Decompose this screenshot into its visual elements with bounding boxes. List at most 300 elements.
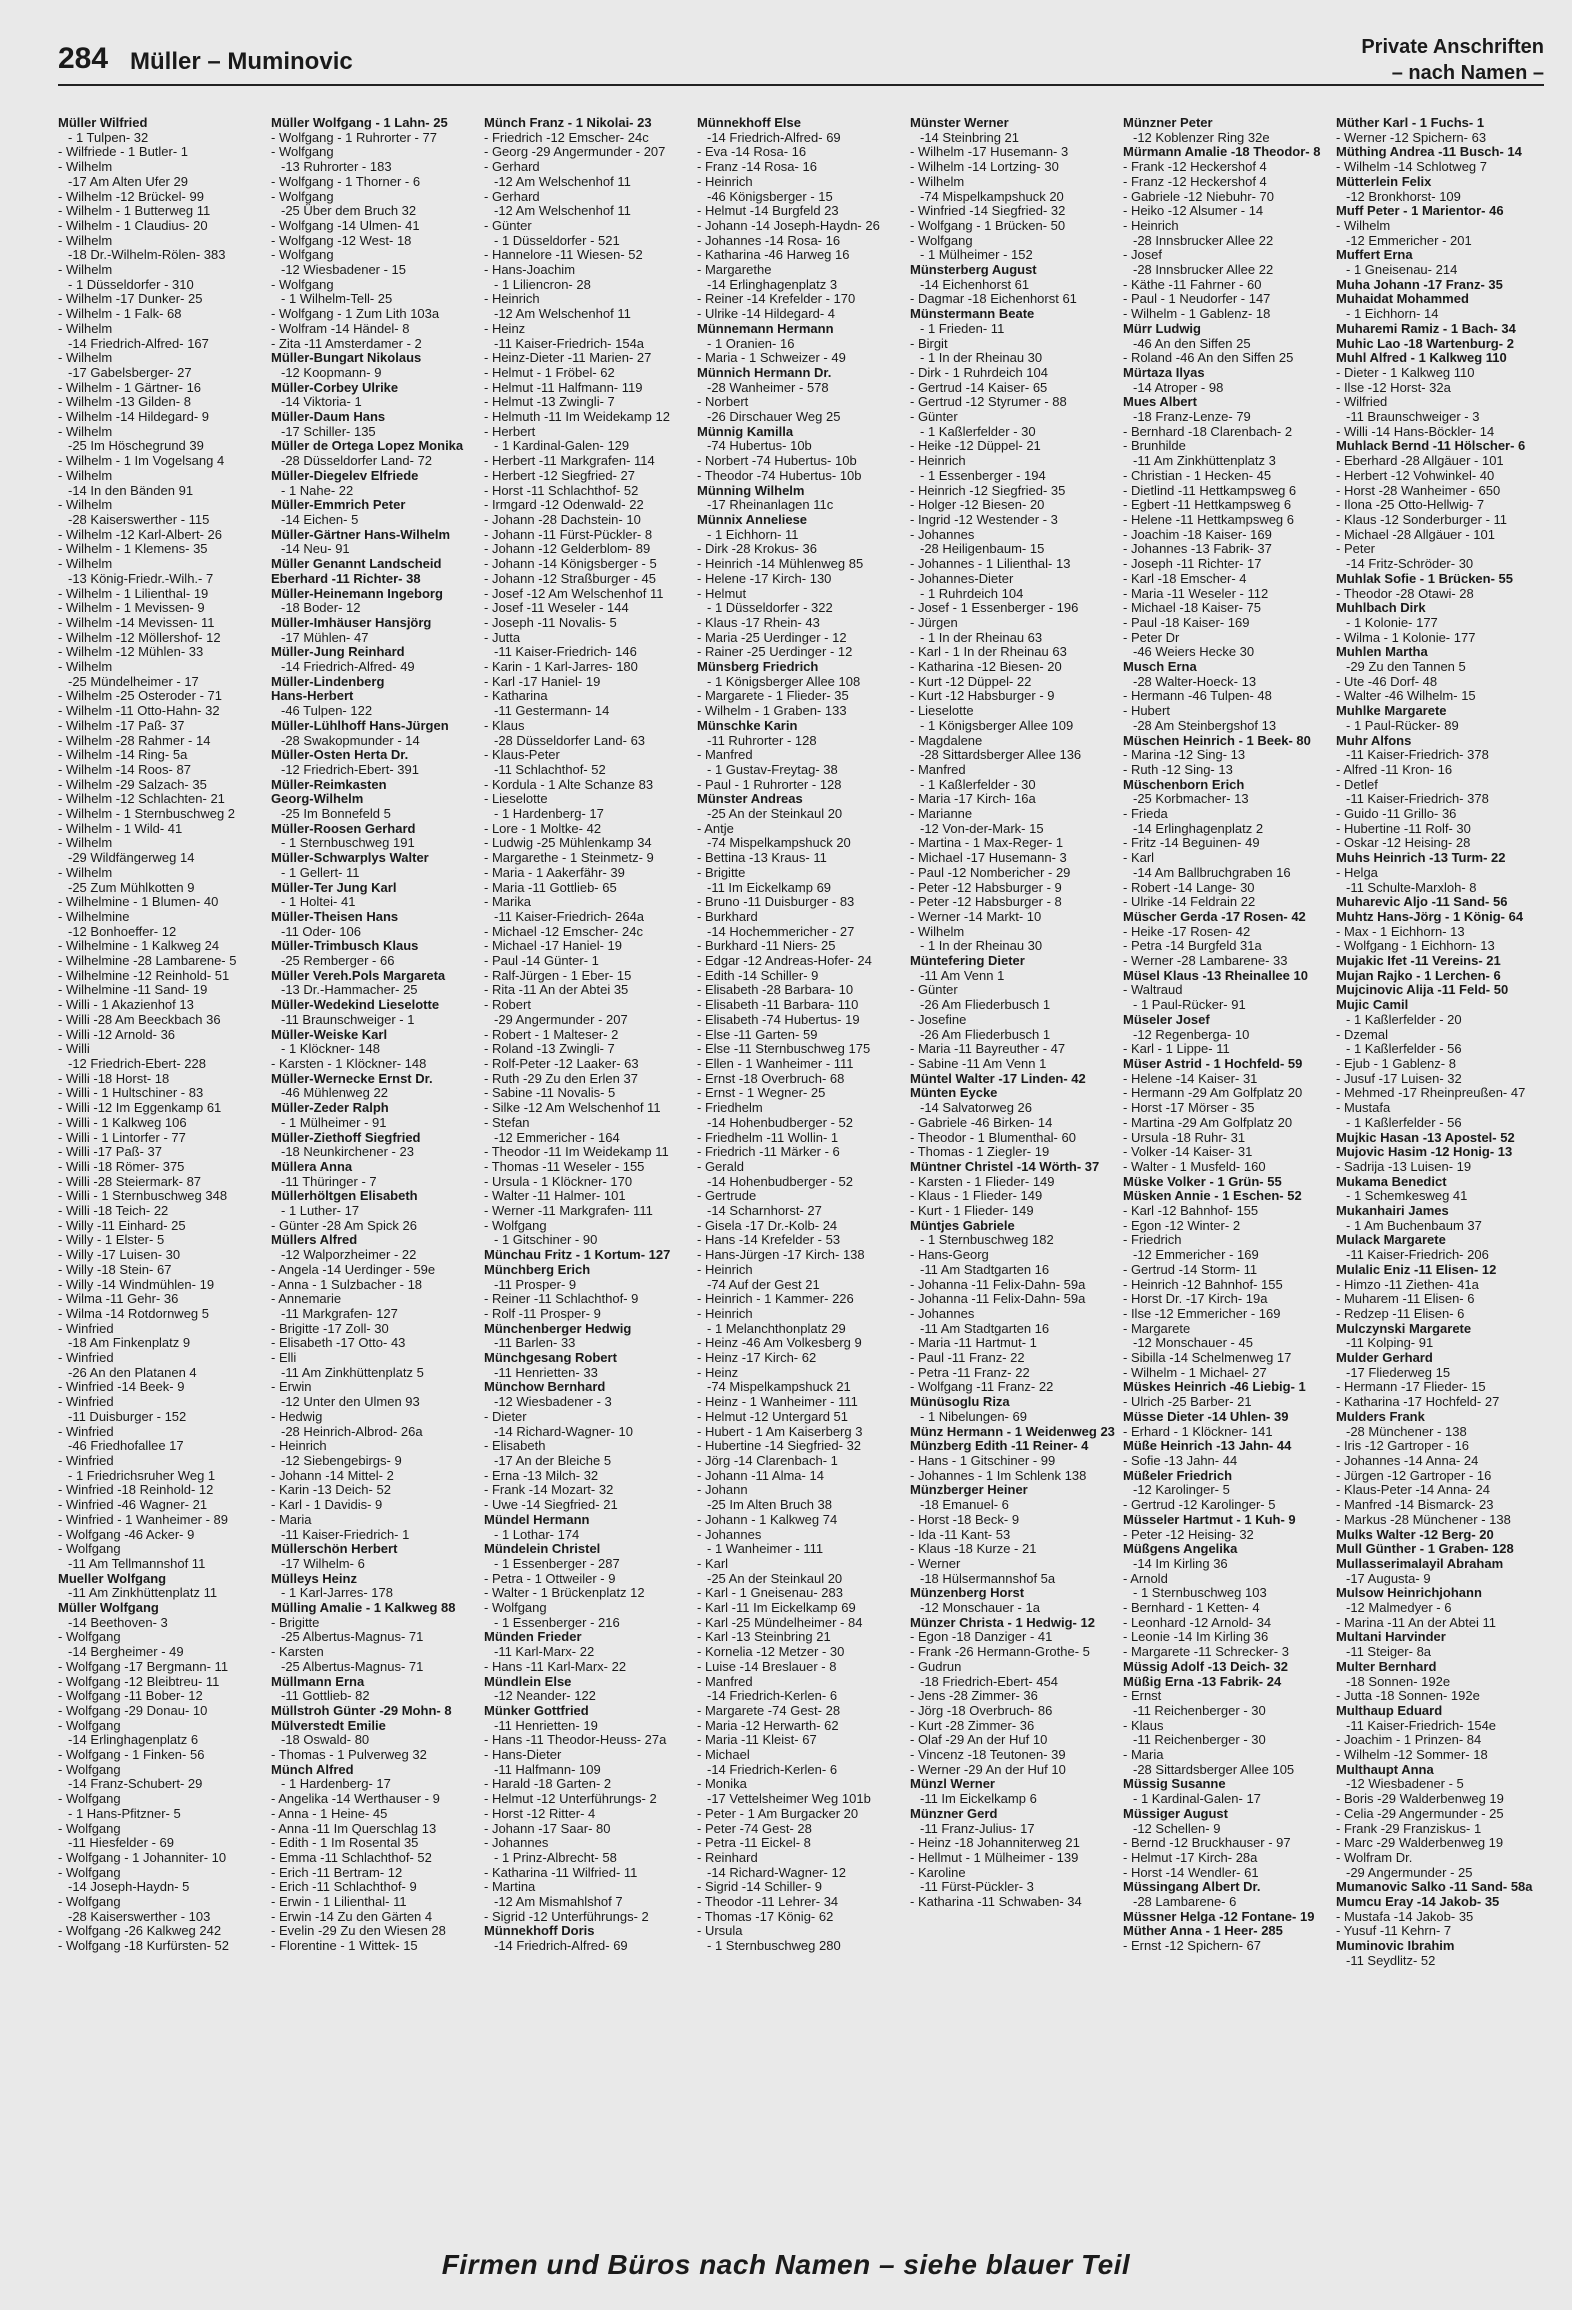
directory-entry: -18 Hülsermannshof 5a	[920, 1571, 1056, 1586]
directory-entry: Müller-Ter Jung Karl	[271, 880, 397, 895]
directory-entry: Münnich Hermann Dr.	[697, 365, 832, 380]
directory-entry: Müller-Theisen Hans	[271, 909, 399, 924]
directory-entry: - Wilhelm -14 Lortzing- 30	[910, 160, 1059, 175]
directory-entry: Müther Anna - 1 Heer- 285	[1123, 1924, 1283, 1939]
directory-entry: - Katharina -11 Wilfried- 11	[484, 1865, 638, 1880]
directory-entry: - 1 Gellert- 11	[281, 865, 360, 880]
directory-entry: Mulders Frank	[1336, 1409, 1425, 1424]
directory-entry: - Wolfgang	[58, 1792, 121, 1807]
directory-entry: Münchberg Erich	[484, 1262, 591, 1277]
directory-entry: - Sabine -11 Am Venn 1	[910, 1057, 1047, 1071]
directory-entry: - Franz -14 Rosa- 16	[697, 160, 817, 175]
directory-entry: - Dirk -28 Krokus- 36	[697, 542, 817, 557]
directory-entry: - Wilhelm - 1 Sternbuschweg 2	[58, 807, 236, 822]
directory-entry: - Wolfgang -12 West- 18	[271, 233, 412, 248]
directory-entry: - Wilhelm -14 Mevissen- 11	[58, 615, 215, 630]
directory-entry: - Roland -46 An den Siffen 25	[1123, 351, 1294, 366]
directory-entry: - Edith -14 Schiller- 9	[697, 968, 819, 983]
directory-entry: - Lieselotte	[910, 704, 974, 719]
directory-entry: -11 Am Zinkhüttenplatz 5	[281, 1365, 424, 1380]
directory-entry: Müller-Roosen Gerhard	[271, 821, 416, 836]
directory-entry: - Helmut -12 Untergard 51	[697, 1409, 849, 1424]
directory-entry: - Sigrid -14 Schiller- 9	[697, 1880, 822, 1895]
directory-entry: - Willy -18 Stein- 67	[58, 1262, 172, 1277]
directory-entry: Müller-Gärtner Hans-Wilhelm	[271, 527, 451, 542]
directory-entry: - Johannes	[910, 1306, 975, 1321]
directory-entry: -11 Am Stadtgarten 16	[920, 1321, 1050, 1336]
directory-entry: - Heinz	[697, 1365, 739, 1380]
directory-entry: - Joseph -11 Richter- 17	[1123, 557, 1262, 572]
directory-entry: Mütterlein Felix	[1336, 174, 1432, 189]
directory-entry: -25 Korbmacher- 13	[1133, 792, 1249, 807]
directory-entry: -12 Emmericher - 201	[1346, 233, 1472, 248]
directory-entry: - Hans-Jürgen -17 Kirch- 138	[697, 1248, 865, 1263]
directory-entry: - Willi -28 Steiermark- 87	[58, 1174, 202, 1189]
directory-entry: - Heinrich	[271, 1439, 327, 1454]
directory-entry: - Wilhelm -12 Brückel- 99	[58, 189, 204, 204]
directory-entry: - Georg -29 Angermunder - 207	[484, 145, 666, 160]
directory-entry: - 1 Königsberger Allee 108	[707, 674, 861, 689]
directory-entry: Muhlke Margarete	[1336, 704, 1447, 719]
directory-entry: - Magdalene	[910, 733, 983, 748]
directory-entry: - Walter - 1 Brückenplatz 12	[484, 1586, 645, 1601]
directory-entry: Müße Heinrich -13 Jahn- 44	[1123, 1439, 1292, 1454]
directory-entry: - Helmut	[697, 586, 747, 601]
directory-entry: -12 Wiesbadener - 3	[494, 1395, 612, 1410]
directory-entry: - Wolfgang -29 Donau- 10	[58, 1703, 208, 1718]
directory-entry: - Maria -25 Uerdinger - 12	[697, 630, 847, 645]
directory-entry: -28 Sittardsberger Allee 105	[1133, 1762, 1295, 1777]
directory-entry: - Hubertine -11 Rolf- 30	[1336, 821, 1471, 836]
directory-entry: - Brunhilde	[1123, 439, 1186, 454]
directory-entry: -11 Am Tellmannshof 11	[68, 1556, 206, 1571]
directory-entry: - Muharem -11 Elisen- 6	[1336, 1292, 1475, 1307]
directory-entry: - Manfred -14 Bismarck- 23	[1336, 1498, 1494, 1513]
directory-entry: - Robert - 1 Malteser- 2	[484, 1027, 619, 1042]
directory-entry: -11 Markgrafen- 127	[281, 1306, 398, 1321]
directory-entry: Mukama Benedict	[1336, 1174, 1447, 1189]
directory-entry: -11 Kaiser-Friedrich- 264a	[494, 909, 645, 924]
directory-entry: Münzl Werner	[910, 1777, 995, 1792]
directory-entry: - 1 Wilhelm-Tell- 25	[281, 292, 393, 307]
directory-entry: Münsterberg August	[910, 263, 1037, 278]
directory-entry: -18 Franz-Lenze- 79	[1133, 410, 1251, 425]
directory-entry: - Josef -11 Weseler - 144	[484, 601, 629, 616]
directory-entry: - Wilhelm	[58, 424, 113, 439]
directory-entry: - Wilhelm	[58, 498, 113, 513]
directory-entry: - Hedwig	[271, 1409, 323, 1424]
directory-entry: - Elisabeth	[484, 1439, 546, 1454]
directory-entry: - Wilfriede - 1 Butler- 1	[58, 145, 189, 160]
directory-entry: - Johann -11 Fürst-Pückler- 8	[484, 527, 653, 542]
directory-entry: - Klaus-Peter -14 Anna- 24	[1336, 1483, 1490, 1498]
directory-entry: - Walter -11 Halmer- 101	[484, 1189, 626, 1204]
directory-entry: Müller Wolfgang - 1 Lahn- 25	[271, 116, 448, 130]
directory-entry: Müssig Susanne	[1123, 1777, 1226, 1792]
directory-entry: -11 Gottlieb- 82	[281, 1689, 370, 1704]
directory-entry: - Karl - 1 Lippe- 11	[1123, 1042, 1230, 1057]
directory-entry: - Wolfram -14 Händel- 8	[271, 321, 410, 336]
directory-entry: Münch Alfred	[271, 1762, 354, 1777]
directory-entry: - Alfred -11 Kron- 16	[1336, 762, 1453, 777]
directory-entry: -12 Emmericher - 169	[1133, 1248, 1259, 1263]
directory-entry: - Robert	[484, 998, 531, 1013]
directory-entry: - Johann -14 Mittel- 2	[271, 1468, 394, 1483]
directory-entry: Müller-Emmrich Peter	[271, 498, 406, 513]
directory-entry: -11 Braunschweiger - 1	[281, 1012, 415, 1027]
directory-entry: - Johanna -11 Felix-Dahn- 59a	[910, 1277, 1086, 1292]
directory-entry: - Winfried -18 Reinhold- 12	[58, 1483, 214, 1498]
directory-entry: -14 Beethoven- 3	[68, 1615, 168, 1630]
directory-entry: - Willy -11 Einhard- 25	[58, 1218, 186, 1233]
directory-entry: Mujovic Hasim -12 Honig- 13	[1336, 1145, 1513, 1160]
directory-entry: - Hermann -29 Am Golfplatz 20	[1123, 1086, 1303, 1101]
directory-entry: Muminovic Ibrahim	[1336, 1939, 1455, 1954]
directory-entry: - Else -11 Garten- 59	[697, 1027, 818, 1042]
directory-entry: - 1 Holtei- 41	[281, 895, 356, 910]
directory-entry: - Günter -28 Am Spick 26	[271, 1218, 417, 1233]
directory-entry: -12 Am Welschenhof 11	[494, 174, 631, 189]
directory-entry: - Ellen - 1 Wanheimer - 111	[697, 1057, 854, 1071]
directory-entry: Mujcinovic Alija -11 Feld- 50	[1336, 983, 1509, 998]
section-title	[1361, 34, 1544, 86]
directory-entry: Müsseler Hartmut - 1 Kuh- 9	[1123, 1512, 1296, 1527]
directory-entry: - Helmut -17 Kirch- 28a	[1123, 1850, 1258, 1865]
directory-entry: -28 Walter-Hoeck- 13	[1133, 674, 1257, 689]
page-header	[58, 30, 1544, 86]
directory-entry: -13 Ruhrorter - 183	[281, 160, 392, 175]
directory-entry: - Willy - 1 Elster- 5	[58, 1233, 165, 1248]
directory-entry: Mumcu Eray -14 Jakob- 35	[1336, 1895, 1500, 1910]
directory-entry: - Winfried	[58, 1351, 114, 1366]
directory-entry: - Dietlind -11 Hettkampsweg 6	[1123, 483, 1297, 498]
directory-entry: - Gerhard	[484, 189, 540, 204]
directory-entry: -29 Angermunder - 207	[494, 1012, 628, 1027]
directory-entry: Georg-Wilhelm	[271, 792, 364, 807]
directory-entry: - Dieter - 1 Kalkweg 110	[1336, 365, 1475, 380]
directory-entry: - Theodor -74 Hubertus- 10b	[697, 468, 862, 483]
directory-entry: - Herbert -12 Vohwinkel- 40	[1336, 468, 1495, 483]
directory-entry: -11 Im Eickelkamp 69	[707, 880, 832, 895]
directory-entry: -74 Hubertus- 10b	[707, 439, 812, 454]
directory-entry: - 1 Hardenberg- 17	[281, 1777, 391, 1792]
directory-entry: - Wolfgang	[58, 1718, 121, 1733]
directory-entry: -25 An der Steinkaul 20	[707, 1571, 843, 1586]
directory-entry: - Erwin	[271, 1380, 312, 1395]
directory-entry: Müssingang Albert Dr.	[1123, 1880, 1261, 1895]
directory-entry: - Marika	[484, 895, 531, 910]
directory-entry: Müßig Erna -13 Fabrik- 24	[1123, 1674, 1282, 1689]
directory-entry: -28 Düsseldorfer Land- 63	[494, 733, 646, 748]
directory-entry: Müller-Wernecke Ernst Dr.	[271, 1071, 433, 1086]
directory-entry: - Stefan	[484, 1115, 530, 1130]
directory-entry: - Helene -14 Kaiser- 31	[1123, 1071, 1258, 1086]
directory-entry: - 1 Prinz-Albrecht- 58	[494, 1850, 617, 1865]
directory-entry: - Wolfgang - 1 Thorner - 6	[271, 174, 421, 189]
directory-entry: -18 Friedrich-Ebert- 454	[920, 1674, 1058, 1689]
directory-entry: - Lieselotte	[484, 792, 548, 807]
directory-entry: - Johannes -13 Fabrik- 37	[1123, 542, 1272, 557]
directory-entry: - Arnold	[1123, 1571, 1168, 1586]
directory-entry: - Wolfgang -46 Acker- 9	[58, 1527, 195, 1542]
directory-entry: -13 König-Friedr.-Wilh.- 7	[68, 571, 214, 586]
directory-entry: - 1 Eichhorn- 11	[707, 527, 799, 542]
directory-entry: - Karl -17 Haniel- 19	[484, 674, 601, 689]
directory-entry: - Klaus	[1123, 1718, 1164, 1733]
directory-entry: - Klaus-Peter	[484, 748, 560, 763]
directory-entry: - Wolfgang -26 Kalkweg 242	[58, 1924, 222, 1939]
directory-entry: - Eva -14 Rosa- 16	[697, 145, 807, 160]
directory-entry: Münker Gottfried	[484, 1703, 589, 1718]
directory-entry: -25 Albertus-Magnus- 71	[281, 1630, 424, 1645]
directory-entry: - Bettina -13 Kraus- 11	[697, 851, 827, 866]
directory-entry: - Wilma -14 Rotdornweg 5	[58, 1306, 209, 1321]
directory-entry: - Wilhelm -28 Rahmer - 14	[58, 733, 211, 748]
directory-entry: - Wolfgang	[484, 1218, 547, 1233]
directory-entry: - Elisabeth -11 Barbara- 110	[697, 998, 859, 1013]
directory-entry: Muhlak Sofie - 1 Brücken- 55	[1336, 571, 1513, 586]
directory-entry: - Bernhard - 1 Ketten- 4	[1123, 1601, 1260, 1616]
directory-entry: -46 Königsberger - 15	[707, 189, 833, 204]
directory-entry: - Mustafa	[1336, 1101, 1391, 1116]
directory-entry: - Wilhelm - 1 Im Vogelsang 4	[58, 454, 225, 469]
directory-entry: Müntjes Gabriele	[910, 1218, 1015, 1233]
directory-entry: - Karl	[697, 1556, 729, 1571]
directory-entry: -12 Unter den Ulmen 93	[281, 1395, 420, 1410]
directory-entry: - Johanna -11 Felix-Dahn- 59a	[910, 1292, 1086, 1307]
directory-entry: - Wilhelm	[910, 924, 965, 939]
directory-entry: Müther Karl - 1 Fuchs- 1	[1336, 116, 1485, 130]
directory-entry: - Christian - 1 Hecken- 45	[1123, 468, 1272, 483]
directory-entry: - Brigitte	[697, 865, 746, 880]
directory-entry: Müller-Heinemann Ingeborg	[271, 586, 443, 601]
directory-entry: - Boris -29 Walderbenweg 19	[1336, 1792, 1504, 1807]
directory-entry: -11 Seydlitz- 52	[1346, 1953, 1436, 1968]
directory-entry: - Winfried -14 Siegfried- 32	[910, 204, 1066, 219]
directory-entry: - Wilhelm	[910, 174, 965, 189]
directory-entry: -28 Swakopmunder - 14	[281, 733, 420, 748]
directory-entry: - Theodor - 1 Blumenthal- 60	[910, 1130, 1076, 1145]
directory-entry: - Dieter	[484, 1409, 527, 1424]
directory-entry: - Klaus -17 Rhein- 43	[697, 615, 820, 630]
directory-entry: - Michael -12 Emscher- 24c	[484, 924, 643, 939]
directory-entry: - Willi -18 Römer- 375	[58, 1159, 185, 1174]
directory-entry: - Günter	[910, 983, 958, 998]
directory-entry: - Wilhelm	[58, 468, 113, 483]
directory-entry: - 1 Mülheimer - 152	[920, 248, 1033, 263]
directory-entry: - Monika	[697, 1777, 747, 1792]
directory-entry: -28 Lambarene- 6	[1133, 1895, 1237, 1910]
directory-entry: - Wolfgang -18 Kurfürsten- 52	[58, 1939, 230, 1954]
directory-entry: - Fritz -14 Beguinen- 49	[1123, 836, 1260, 851]
directory-entry: Müllera Anna	[271, 1159, 353, 1174]
directory-entry: Müsel Klaus -13 Rheinallee 10	[1123, 968, 1308, 983]
directory-entry: - Bernd -12 Bruckhauser - 97	[1123, 1836, 1291, 1851]
directory-entry: - Wilhelm -17 Husemann- 3	[910, 145, 1069, 160]
directory-entry: -11 Fürst-Pückler- 3	[920, 1880, 1034, 1895]
directory-entry: -14 Friedrich-Alfred- 167	[68, 336, 209, 351]
directory-entry: - Heinrich -12 Siegfried- 35	[910, 483, 1066, 498]
directory-entry: - Reiner -14 Krefelder - 170	[697, 292, 856, 307]
directory-entry: - Martina	[484, 1880, 536, 1895]
directory-entry: - Heinz -46 Am Volkesberg 9	[697, 1336, 862, 1351]
directory-entry: - Heike -17 Rosen- 42	[1123, 924, 1251, 939]
directory-entry: - Werner -14 Markt- 10	[910, 909, 1042, 924]
directory-entry: - Zita -11 Amsterdamer - 2	[271, 336, 422, 351]
directory-entry: Münzner Peter	[1123, 116, 1213, 130]
directory-entry: - 1 Sternbuschweg 182	[920, 1233, 1054, 1248]
directory-entry: - Gabriele -46 Birken- 14	[910, 1115, 1053, 1130]
directory-entry: -11 Kaiser-Friedrich- 154e	[1346, 1718, 1497, 1733]
directory-entry: - Wilhelm -12 Sommer- 18	[1336, 1748, 1488, 1763]
directory-entry: -11 Karl-Marx- 22	[494, 1645, 595, 1660]
directory-entry: - Willi - 1 Sternbuschweg 348	[58, 1189, 228, 1204]
directory-entry: - Leonhard -12 Arnold- 34	[1123, 1615, 1272, 1630]
directory-entry: -17 Mühlen- 47	[281, 630, 369, 645]
directory-entry: -11 Im Eickelkamp 6	[920, 1792, 1037, 1807]
directory-entry: - Johannes - 1 Lilienthal- 13	[910, 557, 1071, 572]
directory-entry: -11 Hiesfelder - 69	[68, 1836, 174, 1851]
directory-entry: - Friedhelm	[697, 1101, 763, 1116]
directory-entry: - Johann	[697, 1483, 748, 1498]
directory-entry: Münchgesang Robert	[484, 1351, 617, 1366]
directory-entry: - Thomas - 1 Pulverweg 32	[271, 1748, 427, 1763]
header-divider	[58, 84, 1544, 86]
directory-entry: - Lore - 1 Moltke- 42	[484, 821, 602, 836]
directory-entry: - Willi - 1 Kalkweg 106	[58, 1115, 187, 1130]
directory-entry: - Bruno -11 Duisburger - 83	[697, 895, 855, 910]
directory-entry: Mulks Walter -12 Berg- 20	[1336, 1527, 1494, 1542]
directory-entry: - Karl - 1 Davidis- 9	[271, 1498, 383, 1513]
directory-entry: - Klaus	[484, 718, 525, 733]
directory-entry: - Wolfgang	[58, 1542, 121, 1557]
directory-entry: - Wolfgang - 1 Johanniter- 10	[58, 1850, 227, 1865]
directory-entry: -14 Erlinghagenplatz 2	[1133, 821, 1264, 836]
directory-entry: - Erhard - 1 Klöckner- 141	[1123, 1424, 1273, 1439]
directory-entry: Müßgens Angelika	[1123, 1542, 1238, 1557]
directory-entry: Münzer Christa - 1 Hedwig- 12	[910, 1615, 1095, 1630]
directory-entry: - Petra - 1 Ottweiler - 9	[484, 1571, 616, 1586]
directory-entry: - Gerhard	[484, 160, 540, 175]
directory-entry: - Horst -14 Wendler- 61	[1123, 1865, 1259, 1880]
directory-entry: -11 Braunschweiger - 3	[1346, 410, 1480, 425]
directory-entry: - Anna - 1 Heine- 45	[271, 1806, 388, 1821]
directory-entry: Müßeler Friedrich	[1123, 1468, 1233, 1483]
directory-entry: - Margarete -11 Schrecker- 3	[1123, 1645, 1289, 1660]
directory-entry: Muhl Alfred - 1 Kalkweg 110	[1336, 351, 1507, 366]
directory-entry: - Gabriele -12 Niebuhr- 70	[1123, 189, 1275, 204]
directory-entry: - Friedrich	[1123, 1233, 1182, 1248]
directory-entry: Münchow Bernhard	[484, 1380, 606, 1395]
directory-entry: - Hans -11 Theodor-Heuss- 27a	[484, 1733, 667, 1748]
directory-entry: -25 An der Steinkaul 20	[707, 807, 843, 822]
directory-entry: - Heinrich	[1123, 218, 1179, 233]
directory-entry: -11 Prosper- 9	[494, 1277, 577, 1292]
directory-entry: -14 Erlinghagenplatz 3	[707, 277, 838, 292]
directory-entry: Mülleys Heinz	[271, 1571, 357, 1586]
directory-entry: - 1 Gustav-Freytag- 38	[707, 762, 838, 777]
directory-entry: Müller Genannt Landscheid	[271, 557, 442, 572]
directory-entry: Müskes Heinrich -46 Liebig- 1	[1123, 1380, 1306, 1395]
directory-entry: Müller-Zeder Ralph	[271, 1101, 389, 1116]
directory-entry: Müssner Helga -12 Fontane- 19	[1123, 1909, 1315, 1924]
directory-entry: Mürr Ludwig	[1123, 321, 1201, 336]
directory-entry: - Wolfgang	[910, 233, 973, 248]
directory-entry: - Katharina -11 Schwaben- 34	[910, 1895, 1082, 1910]
directory-entry: - Friedrich -11 Märker - 6	[697, 1145, 840, 1160]
directory-entry: Müntner Christel -14 Wörth- 37	[910, 1159, 1100, 1174]
directory-entry: - Ejub - 1 Gablenz- 8	[1336, 1057, 1456, 1071]
directory-entry: - Paul - 1 Neudorfer - 147	[1123, 292, 1271, 307]
directory-entry: -12 Monschauer - 45	[1133, 1336, 1253, 1351]
directory-entry: - Max - 1 Eichhorn- 13	[1336, 924, 1465, 939]
directory-entry: - Joachim - 1 Prinzen- 84	[1336, 1733, 1482, 1748]
directory-entry: - Horst -28 Wanheimer - 650	[1336, 483, 1501, 498]
directory-entry: -12 Bonhoeffer- 12	[68, 924, 177, 939]
directory-entry: - Gudrun	[910, 1659, 962, 1674]
directory-entry: - Evelin -29 Zu den Wiesen 28	[271, 1924, 446, 1939]
directory-entry: Münnekhoff Else	[697, 116, 802, 130]
directory-entry: - Klaus - 1 Flieder- 149	[910, 1189, 1043, 1204]
directory-entry: -14 Im Kirling 36	[1133, 1556, 1228, 1571]
directory-entry: - Wilhelmine - 1 Blumen- 40	[58, 895, 219, 910]
directory-entry: -12 Friedrich-Ebert- 391	[281, 762, 419, 777]
directory-entry: -46 An den Siffen 25	[1133, 336, 1251, 351]
directory-entry: - Wilhelmine	[58, 909, 130, 924]
directory-entry: - Helene -11 Hettkampsweg 6	[1123, 512, 1295, 527]
directory-entry: - Erich -11 Schlachthof- 9	[271, 1880, 417, 1895]
directory-entry: - 1 Tulpen- 32	[68, 130, 149, 145]
directory-entry: Muhr Alfons	[1336, 733, 1412, 748]
directory-entry: Müller Wolfgang	[58, 1601, 159, 1616]
directory-entry: Müllstroh Günter -29 Mohn- 8	[271, 1703, 452, 1718]
directory-entry: - Ulrike -14 Hildegard- 4	[697, 307, 835, 322]
directory-entry: - Peter -74 Gest- 28	[697, 1821, 812, 1836]
page-range-title: Müller – Muminovic	[130, 48, 353, 75]
directory-entry: - Helmut - 1 Fröbel- 62	[484, 365, 615, 380]
directory-entry: - Emma -11 Schlachthof- 52	[271, 1850, 432, 1865]
directory-entry: - Heinrich -12 Bahnhof- 155	[1123, 1277, 1283, 1292]
directory-entry: - Heike -12 Düppel- 21	[910, 439, 1041, 454]
directory-entry: - 1 Ruhrdeich 104	[920, 586, 1024, 601]
directory-entry: - Katharina -17 Hochfeld- 27	[1336, 1395, 1500, 1410]
directory-entry: - Wolfgang -11 Bober- 12	[58, 1689, 203, 1704]
directory-entry: - Winfried	[58, 1395, 114, 1410]
directory-entry: - Helmuth -11 Im Weidekamp 12	[484, 410, 670, 425]
directory-entry: - 1 Sternbuschweg 103	[1133, 1586, 1267, 1601]
directory-entry: Müller-Weiske Karl	[271, 1027, 388, 1042]
directory-entry: -18 Sonnen- 192e	[1346, 1674, 1451, 1689]
directory-entry: - Johann -12 Straßburger - 45	[484, 571, 656, 586]
directory-entry: - Willi	[58, 1042, 90, 1057]
directory-entry: - 1 Kaßlerfelder - 20	[1346, 1012, 1462, 1027]
directory-entry: - Brigitte -17 Zoll- 30	[271, 1321, 389, 1336]
directory-entry: - 1 Düsseldorfer - 521	[494, 233, 620, 248]
directory-entry: - Gertrude	[697, 1189, 757, 1204]
directory-entry: - 1 Mülheimer - 91	[281, 1115, 387, 1130]
directory-entry: Muharemi Ramiz - 1 Bach- 34	[1336, 321, 1516, 336]
directory-entry: - Käthe -11 Fahrner - 60	[1123, 277, 1262, 292]
directory-entry: - 1 Hardenberg- 17	[494, 807, 604, 822]
directory-entry: - Birgit	[910, 336, 948, 351]
directory-entry: Müntefering Dieter	[910, 954, 1025, 969]
directory-entry: - Wolfgang	[58, 1821, 121, 1836]
directory-entry: - Willi -14 Hans-Böckler- 14	[1336, 424, 1495, 439]
directory-entry: - Johannes - 1 Im Schlenk 138	[910, 1468, 1087, 1483]
directory-entry: - Hans-Joachim	[484, 263, 576, 278]
directory-entry: - Kurt -12 Habsburger - 9	[910, 689, 1055, 704]
directory-entry: - Hannelore -11 Wiesen- 52	[484, 248, 643, 263]
